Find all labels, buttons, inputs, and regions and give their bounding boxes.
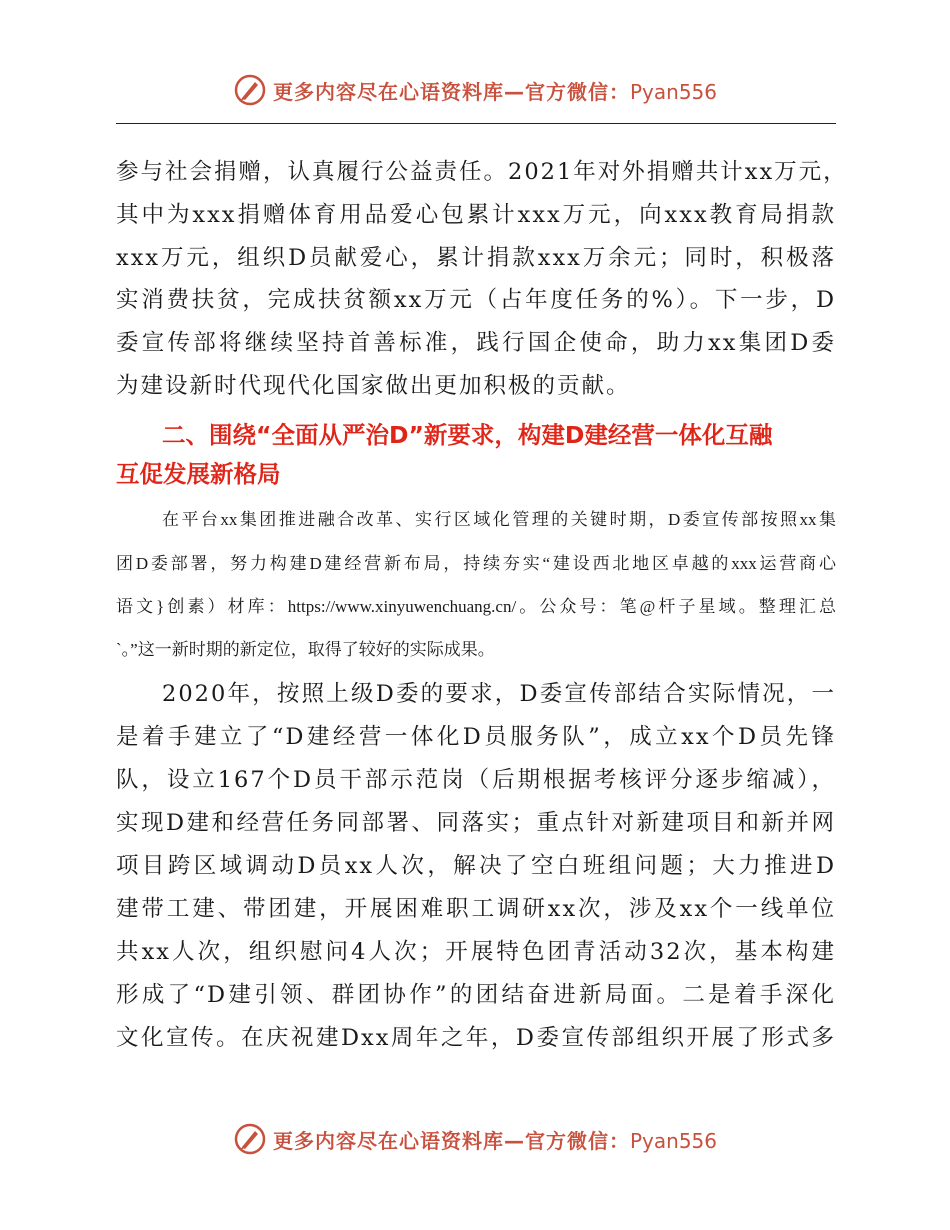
- text-line: 在平台xx集团推进融合改革、实行区域化管理的关键时期，D委宣传部按照xx集: [162, 510, 836, 529]
- text-line: 实消费扶贫，完成扶贫额xx万元（占年度任务的%）。下一步，D: [116, 287, 836, 313]
- quill-pen-logo-icon: [233, 73, 267, 107]
- quill-pen-logo-icon: [233, 1122, 267, 1156]
- text-line: 委宣传部将继续坚持首善标准，践行国企使命，助力xx集团D委: [116, 330, 836, 356]
- banner-wechat-id: Pyan556: [629, 1128, 717, 1153]
- footer-banner: [0, 1119, 950, 1159]
- text-line: 为建设新时代现代化国家做出更加积极的贡献。: [116, 373, 631, 399]
- text-line: 队，设立167个D员干部示范岗（后期根据考核评分逐步缩减），: [116, 767, 836, 793]
- text-line: xxx万元，组织D员献爱心，累计捐款xxx万余元；同时，积极落: [116, 245, 836, 271]
- text-line: 项目跨区域调动D员xx人次，解决了空白班组问题；大力推进D: [116, 853, 836, 879]
- banner-text: 更多内容尽在心语资料库—官方微信：Pyan556: [272, 1128, 717, 1153]
- heading-line: 互促发展新格局: [116, 460, 281, 488]
- text-line: 参与社会捐赠，认真履行公益责任。2021年对外捐赠共计xx万元，: [116, 159, 848, 185]
- text-line: 是着手建立了“D建经营一体化D员服务队”，成立xx个D员先锋: [116, 724, 836, 750]
- header-divider: [116, 123, 836, 124]
- text-line: `。”这一新时期的新定位，取得了较好的实际成果。: [116, 640, 495, 659]
- text-line: 2020年，按照上级D委的要求，D委宣传部结合实际情况，一: [162, 681, 836, 707]
- text-line: 建带工建、带团建，开展困难职工调研xx次，涉及xx个一线单位: [116, 896, 836, 922]
- text-line: 语文}创素）材库：https://www.xinyuwenchuang.cn/。公众号：笔@杆子星域。整理汇总: [116, 597, 836, 616]
- banner-text: 更多内容尽在心语资料库—官方微信：Pyan556: [272, 79, 717, 104]
- text-line: 形成了“D建引领、群团协作”的团结奋进新局面。二是着手深化: [116, 982, 836, 1008]
- text-line: 其中为xxx捐赠体育用品爱心包累计xxx万元，向xxx教育局捐款: [116, 202, 836, 228]
- text-line: 文化宣传。在庆祝建Dxx周年之年，D委宣传部组织开展了形式多: [116, 1025, 836, 1051]
- banner-wechat-id: Pyan556: [629, 79, 717, 104]
- heading-line: 二、围绕“全面从严治D”新要求，构建D建经营一体化互融: [162, 421, 773, 449]
- header-banner: [0, 70, 950, 110]
- text-line: 实现D建和经营任务同部署、同落实；重点针对新建项目和新并网: [116, 810, 836, 836]
- text-line: 共xx人次，组织慰问4人次；开展特色团青活动32次，基本构建: [116, 939, 836, 965]
- text-line: 团D委部署，努力构建D建经营新布局，持续夯实“建设西北地区卓越的xxx运营商心: [116, 554, 836, 573]
